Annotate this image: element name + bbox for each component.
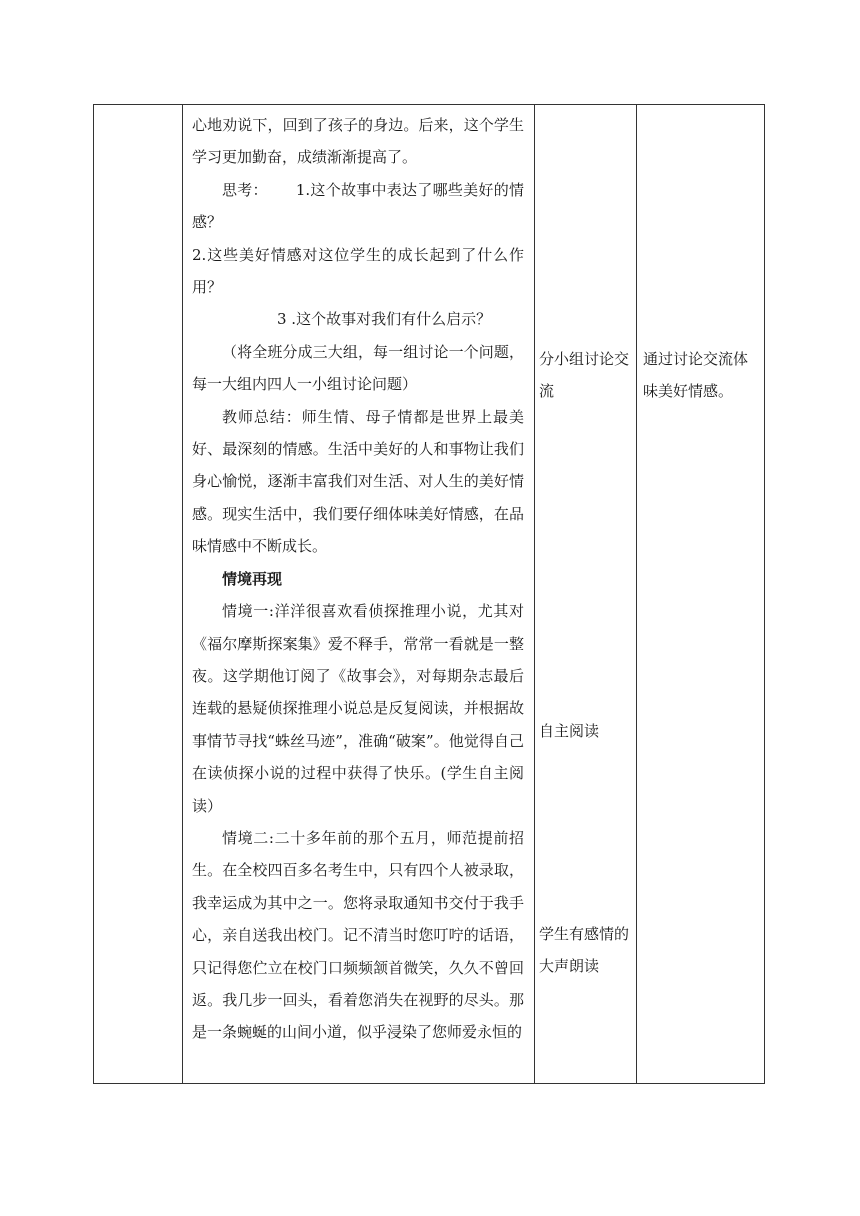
story-ending-paragraph: 心地劝说下，回到了孩子的身边。后来，这个学生学习更加勤奋，成绩渐渐提高了。: [192, 116, 524, 167]
question-2: 2.这些美好情感对这位学生的成长起到了什么作用？: [192, 245, 524, 297]
activity-self-reading: 自主阅读: [539, 722, 600, 740]
design-intent-cell: [637, 105, 765, 1083]
scenario-2: 情境二:二十多年前的那个五月，师范提前招生。在全校四百多名考生中，只有四个人被录取，我幸运成为其中之一。您将录取通知书交付于我手心，亲自送我出校门。记不清当时您叮咛的话语，只记得您伫立在校门口频频颔首微笑，久久不曾回返。我几步一回头，看着您消失在视野的尽头。那是一条蜿蜒的山间小道，似乎浸染了您师爱永恒的: [192, 828, 524, 1042]
question-3: 3 .这个故事对我们有什么启示？: [277, 310, 492, 329]
section-heading: 情境再现: [222, 569, 283, 588]
activity-read-aloud: 学生有感情的大声朗读: [539, 925, 630, 976]
label-column-cell: [94, 105, 182, 1083]
group-discussion-note: （将全班分成三大组，每一组讨论一个问题，每一大组内四人一小组讨论问题）: [192, 342, 524, 394]
teaching-content-cell: [182, 105, 534, 1083]
teacher-summary: 教师总结：师生情、母子情都是世界上最美好、最深刻的情感。生活中美好的人和事物让我们身心愉悦，逐渐丰富我们对生活、对人生的美好情感。现实生活中，我们要仔细体味美好情感，在品味情感中不断成长。: [192, 407, 524, 556]
purpose-discussion: 通过讨论交流体味美好情感。: [643, 350, 749, 401]
activity-group-discussion: 分小组讨论交流: [539, 350, 630, 401]
scenario-1: 情境一:洋洋很喜欢看侦探推理小说，尤其对《福尔摩斯探案集》爱不释手，常常一看就是一整夜。这学期他订阅了《故事会》，对每期杂志最后连载的悬疑侦探推理小说总是反复阅读，并根据故事情节寻找“蛛丝马迹”，准确“破案”。他觉得自己在读侦探小说的过程中获得了快乐。(学生自主阅读）: [192, 602, 524, 815]
lesson-table: [93, 104, 765, 1084]
think-line: [192, 174, 524, 239]
think-label: 思考：: [222, 180, 268, 199]
student-activity-cell: [535, 105, 636, 1083]
question-1: 1.这个故事中表达了哪些美好的情感？: [192, 180, 524, 232]
